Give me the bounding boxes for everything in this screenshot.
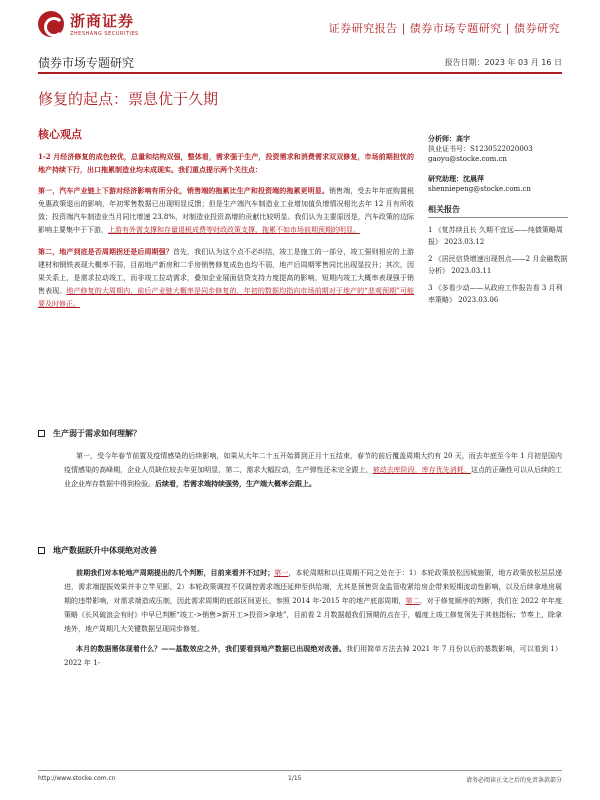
company-logo [38,10,139,37]
checkbox-square-icon [38,547,45,554]
series-name: 债券市场专题研究 [38,56,135,70]
page-footer [38,770,562,784]
section-2-first: 第一 [274,569,289,577]
page-number: 1/15 [288,775,302,782]
section-production-vs-demand [38,428,562,491]
section-1-tail: 这点的正确性可以从后续的工业企业库存数据中得到检验。 [64,466,563,488]
closing-text: 我们用简单方法去掉 2021 年 7 月份以后的基数影响，可以看到 1）2022 年 1- [64,645,562,667]
section-1-text: 第一，受今年春节前置及疫情感染的后续影响，如果从大年二十五开始算到正月十五结束，春节的前后覆盖周期大约有 20 天，而去年底至今年 1 月初是国内疫情感染的高峰期，企业人员缺位较去年更加明显，第二，需求大幅拉动，生产弹性还未完全跟上， [64,452,562,474]
section-2-closing [38,642,562,670]
assistant-block [428,174,568,194]
point-1-text: 销售端，受去年年底购置税免惠政策退出的影响，年初零售数据已出现明显反馈；但是生产端汽车制造业工业增加值负增情况相比去年 12 月有所收敛；投资端汽车制造业当月同比增速 23.8%，对制造业投资高增的贡献比较明显。我们认为主要原因是，汽车政策的边际影响主要集中于下游， [38,187,415,234]
core-view-column [38,126,414,319]
section-2-title: 地产数据跃升中体现绝对改善 [53,545,157,555]
section-2-heading [38,545,562,556]
analyst-cert: 执业证书号：S1230522020003 [428,145,533,153]
report-title: 修复的起点：票息优于久期 [38,90,219,108]
point-1-tail: 上游有外需支撑和存量退税成费等财政政策支撑，拖累不如市场前期预期的明显。 [108,226,360,234]
analyst-email[interactable]: gaoyu@stocke.com.cn [428,155,507,163]
point-2-tail: 地产修复的大周期内，前后产业链大概率是同步修复的，年初的数据均指向市场前期对于地产的“悲观预期”可能要及时修正。 [38,287,415,308]
analyst-block [428,134,568,164]
point-2-text: 首先，我们认为这个点不必纠结，竣工是施工的一部分，竣工强则相应的上游建材和钢铁表现大概率不弱，目前地产新房和二手房销售修复成色也均不弱，地产后周期零售同比出现显拉升；其次，因果关系上，是需求拉动竣工，而非竣工拉动需求，叠加企业展面信贷支持力度提高的影响，短期内竣工大概率表现强于销售表现。 [38,248,415,295]
point-1-lead: 第一，汽车产业链上下游对经济影响有所分化，销售端的拖累比生产和投资端的拖累更明显。 [38,186,329,195]
section-1-bold: 后续看，若需求端持续强势，生产端大概率会跟上。 [155,479,316,488]
logo-name: 浙商证券 [70,12,135,30]
section-2-body [38,566,562,636]
assistant-email[interactable]: shenniepeng@stocke.com.cn [428,185,531,193]
report-categories: 证券研究报告 | 债券市场专题研究 | 债券研究 [328,22,560,35]
closing-lead: 本月的数据需体现着什么？——基数效应之外，我们要看到地产数据已出现绝对改善。 [76,644,346,653]
footer-url[interactable]: http://www.stocke.com.cn [38,775,116,782]
core-point-1 [38,184,414,237]
point-2-lead: 第二，地产到底是否周期拐还是后周期强？ [38,247,173,256]
related-report-item[interactable]: 2 《居民信贷增速出现拐点——2 月金融数据分析》 2023.03.11 [428,255,568,275]
section-real-estate [38,545,562,670]
report-date: 报告日期：2023 年 03 月 16 日 [444,58,562,67]
header-divider [38,72,562,74]
core-point-2 [38,245,414,311]
assistant-name: 研究助理：沈晨萍 [428,174,484,183]
section-1-heading [38,428,562,439]
section-1-body [38,449,562,491]
sidebar [428,134,568,311]
footer-disclaimer: 请务必阅读正文之后的免责条款部分 [465,777,562,784]
analyst-name: 分析师：高宇 [428,134,470,143]
section-1-title: 生产弱于需求如何理解？ [53,428,141,438]
logo-icon [38,11,64,37]
related-report-item[interactable]: 3 《多看少动——从政府工作报告看 3 月利率策略》 2023.03.06 [428,284,563,304]
section-2-text: ，本轮周期和以往周期不同之处在于：1）本轮政策放松因城施策，地方政策放松层层递进，需求端提振效果并非立竿见影，2）本轮政策调控不仅调控需求端还延伸至供给端，尤其是预售资金监管收紧给房企带来短期流动性影响，以及后续拿地房展期的违带影响，对需求端造成压制，因此需求周期的底部区间更长，参照 2014 年-2015 年的地产底部周期， [64,569,563,605]
section-2-lead: 前期我们对本轮地产周期提出的几个判断，目前来看并不过时； [76,568,275,577]
logo-english: ZHESHANG SECURITIES [70,31,139,37]
related-reports-heading: 相关报告 [428,204,568,218]
section-1-underline: 被动去库阶段，库存优先消耗， [372,466,471,474]
section-2-second: 第二 [405,597,420,605]
checkbox-square-icon [38,430,45,437]
section-2-text-2: ，对于修复顺序的判断，我们在 2022 年年度策略《长风破浪会有时》中早已判断“竣工->销售>新开工>投资>拿地”，目前看 2 月数据超我们预期的点在于，幅度上竣工修复领先于其他指标；节奏上，除拿地外，地产周期几大关键数据呈现同步修复。 [64,597,562,633]
core-view-heading: 核心观点 [38,128,82,141]
related-report-item[interactable]: 1 《复苏续且长 久期不宜远——纯债策略周报》 2023.03.12 [428,226,563,246]
page-header [0,0,600,50]
core-intro: 1-2 月经济修复的成色较优，总量和结构双强，整体看，需求强于生产，投资需求和消费需求双双修复，市场前期担忧的地产持续下行，出口拖累制造业均未成现实。我们重点提示两个关注点： [38,152,414,174]
